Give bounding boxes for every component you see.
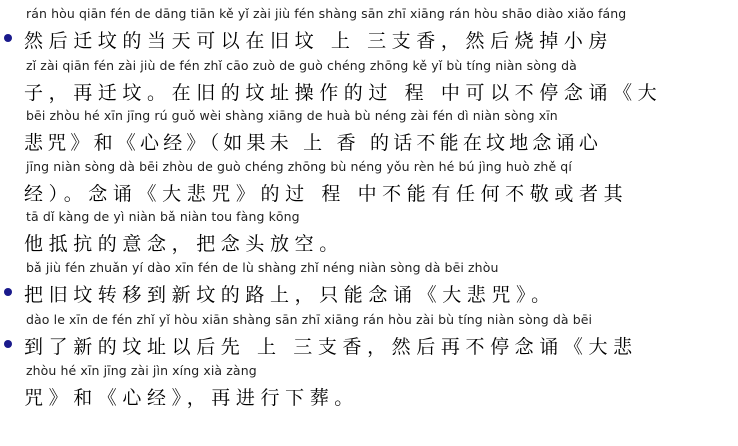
hanzi-line: 子，再迁坟。在旧的坟址操作的过 程 中可以不停念诵《大	[24, 82, 663, 104]
hanzi-line: 把旧坟转移到新坟的路上，只能念诵《大悲咒》。	[24, 284, 556, 306]
pinyin-line: rán hòu qiān fén de dāng tiān kě yǐ zài jiù fén shàng sān zhī xiāng rán hòu shāo diào xiǎo fáng	[26, 6, 627, 21]
hanzi-line: 然后迁坟的当天可以在旧坟 上 三支香，然后烧掉小房	[24, 30, 614, 52]
pinyin-line: bǎ jiù fén zhuǎn yí dào xīn fén de lù shàng zhǐ néng niàn sòng dà bēi zhòu	[26, 260, 499, 275]
pinyin-line: dào le xīn de fén zhǐ yǐ hòu xiān shàng sān zhī xiāng rán hòu zài bù tíng niàn sòng dà bēi	[26, 312, 593, 327]
pinyin-line: bēi zhòu hé xīn jīng rú guǒ wèi shàng xiāng de huà bù néng zài fén dì niàn sòng xīn	[26, 108, 558, 123]
pinyin-line: zhòu hé xīn jīng zài jìn xíng xià zàng	[26, 363, 257, 378]
pinyin-line: tā dǐ kàng de yì niàn bǎ niàn tou fàng kōng	[26, 209, 300, 224]
hanzi-line: 经）。念诵《大悲咒》的过 程 中不能有任何不敬或者其	[24, 183, 629, 205]
hanzi-line: 悲咒》和《心经》（如果未 上 香 的话不能在坟地念诵心	[24, 132, 603, 154]
pinyin-line: zǐ zài qiān fén zài jiù de fén zhǐ cāo zuò de guò chéng zhōng kě yǐ bù tíng niàn sòng dà	[26, 58, 577, 73]
pinyin-line: jīng niàn sòng dà bēi zhòu de guò chéng zhōng bù néng yǒu rèn hé bú jìng huò zhě qí	[26, 159, 572, 174]
hanzi-line: 他抵抗的意念，把念头放空。	[24, 233, 344, 255]
bullet-marker-3	[4, 340, 12, 348]
bullet-marker-1	[4, 34, 12, 42]
hanzi-line: 咒》和《心经》，再进行下葬。	[24, 387, 359, 409]
hanzi-line: 到了新的坟址以后先 上 三支香，然后再不停念诵《大悲	[24, 336, 638, 358]
bullet-marker-2	[4, 288, 12, 296]
